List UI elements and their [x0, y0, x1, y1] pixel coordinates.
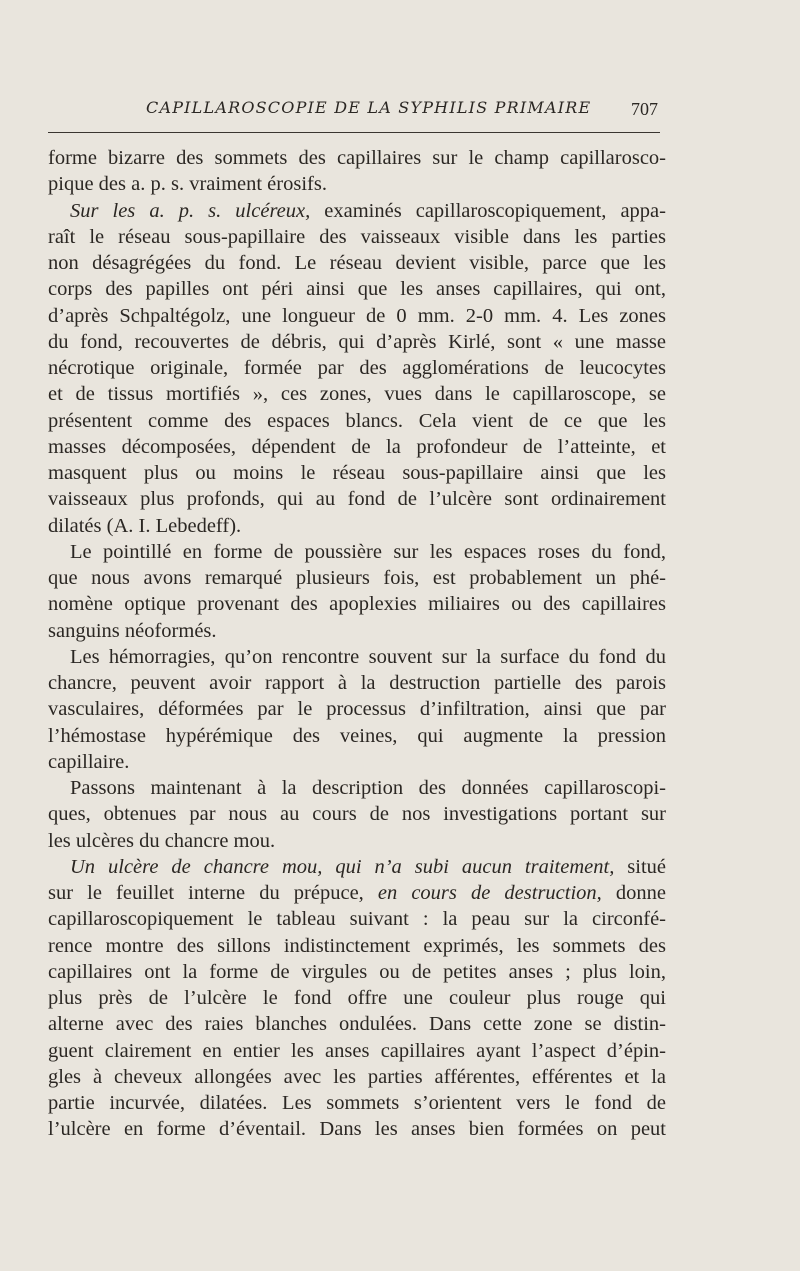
text-line: partie incurvée, dilatées. Les sommets s’orientent vers le fond de	[48, 1092, 666, 1114]
text-line: guent clairement en entier les anses capillaires ayant l’aspect d’épin-	[48, 1039, 666, 1062]
text-line: vaisseaux plus profonds, qui au fond de l’ulcère sont ordinairement	[48, 488, 666, 511]
text-line: nomène optique provenant des apoplexies miliaires ou des capillaires	[48, 593, 666, 616]
text-line: capillaires ont la forme de virgules ou de petites anses ; plus loin,	[48, 960, 666, 983]
header-rule	[48, 132, 660, 133]
text-line: vasculaires, déformées par le processus d’infiltration, ainsi que par	[48, 698, 666, 721]
text-line: ques, obtenues par nous au cours de nos investigations portant sur	[48, 803, 666, 826]
text-line: les ulcères du chancre mou.	[48, 829, 276, 852]
text-line: l’ulcère en forme d’éventail. Dans les anses bien formées on peut	[48, 1118, 666, 1141]
text-line: plus près de l’ulcère le fond offre une couleur plus rouge qui	[48, 987, 666, 1009]
text-line: sanguins néoformés.	[48, 619, 217, 642]
text-line: masquent plus ou moins le réseau sous-papillaire ainsi que les	[48, 462, 666, 484]
text-line	[48, 198, 666, 224]
text-line: non désagrégées du fond. Le réseau devient visible, parce que les	[48, 252, 666, 274]
text-run: situé	[614, 855, 666, 878]
text-line: raît le réseau sous-papillaire des vaisseaux visible dans les parties	[48, 225, 666, 248]
text-line: pique des a. p. s. vraiment érosifs.	[48, 173, 327, 196]
text-line: dilatés (A. I. Lebedeff).	[48, 514, 242, 537]
text-line: du fond, recouvertes de débris, qui d’après Kirlé, sont « une masse	[48, 330, 666, 353]
text-line: capillaroscopiquement le tableau suivant : la peau sur la circonfé-	[48, 908, 666, 931]
text-line: d’après Schpaltégolz, une longueur de 0 mm. 2-0 mm. 4. Les zones	[48, 304, 666, 327]
text-line: forme bizarre des sommets des capillaires sur le champ capillarosco-	[48, 147, 666, 169]
text-line	[48, 880, 666, 906]
text-line: corps des papilles ont péri ainsi que les anses capillaires, qui ont,	[48, 278, 666, 301]
running-title: CAPILLAROSCOPIE DE LA SYPHILIS PRIMAIRE	[146, 98, 592, 117]
text-line: l’hémostase hypérémique des veines, qui augmente la pression	[48, 724, 666, 747]
text-line: masses décomposées, dépendent de la profondeur de l’atteinte, et	[48, 435, 666, 458]
text-line: gles à cheveux allongées avec les parties afférentes, efférentes et la	[48, 1065, 666, 1088]
text-line: présentent comme des espaces blancs. Cela vient de ce que les	[48, 409, 666, 432]
text-run: sur le feuillet interne du prépuce,	[48, 882, 378, 904]
text-run: donne	[601, 882, 666, 904]
text-line: Les hémorragies, qu’on rencontre souvent sur la surface du fond du	[70, 645, 666, 668]
text-line: rence montre des sillons indistinctement exprimés, les sommets des	[48, 934, 666, 957]
text-line: Passons maintenant à la description des données capillaroscopi-	[70, 777, 666, 799]
text-line: Le pointillé en forme de poussière sur les espaces roses du fond,	[70, 540, 666, 563]
text-line	[48, 854, 666, 880]
text-line: et de tissus mortifiés », ces zones, vues dans le capillaroscope, se	[48, 383, 666, 406]
page-number: 707	[631, 99, 658, 119]
text-line: capillaire.	[48, 750, 130, 773]
text-line: chancre, peuvent avoir rapport à la destruction partielle des parois	[48, 672, 666, 694]
italic-phrase: en cours de destruction,	[377, 882, 602, 904]
text-run: examinés capillaroscopiquement, appa-	[310, 199, 666, 222]
body-text	[48, 145, 666, 1143]
page-header	[48, 96, 658, 124]
italic-phrase: Sur les a. p. s. ulcéreux,	[70, 199, 311, 222]
italic-phrase: Un ulcère de chancre mou, qui n’a subi aucun traitement,	[70, 855, 615, 878]
text-line: que nous avons remarqué plusieurs fois, est probablement un phé-	[48, 567, 666, 589]
text-line: alterne avec des raies blanches ondulées. Dans cette zone se distin-	[48, 1013, 666, 1036]
text-line: nécrotique originale, formée par des agglomérations de leucocytes	[48, 357, 666, 379]
